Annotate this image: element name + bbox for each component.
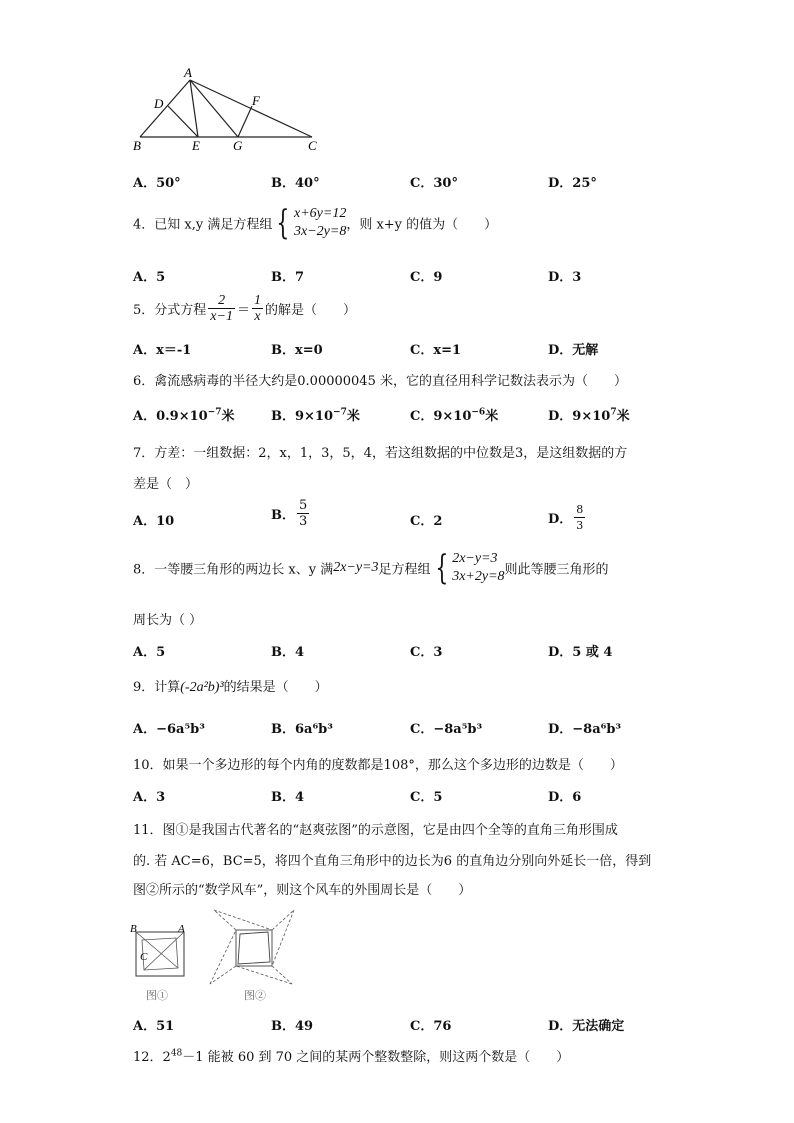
q6-a-base: A．0.9×10 (133, 409, 208, 424)
q8-suffix: 则此等腰三角形的 (504, 562, 609, 578)
q4-system (294, 205, 346, 241)
q6-c-unit: 米 (485, 409, 499, 424)
triangle-figure (130, 62, 330, 154)
q8-eq1: 2x−y=3 (452, 551, 498, 566)
question-10: 10．如果一个多边形的每个内角的度数都是108°，那么这个多边形的边数是（ ） (133, 758, 623, 773)
q4-brace: { (276, 203, 290, 243)
q11-option-d[interactable]: D．无法确定 (548, 1019, 625, 1034)
q6-option-a[interactable] (133, 405, 235, 424)
q7-b-num: 5 (299, 498, 308, 513)
q8-option-b[interactable]: B．4 (271, 645, 305, 660)
q4-option-a[interactable]: A．5 (133, 270, 166, 285)
label-d: D (154, 96, 164, 111)
question-11-line2: 的. 若 AC=6，BC=5，将四个直角三角形中的边长为6 的直角边分别向外延长一倍，得到 (133, 854, 652, 869)
q9-option-d[interactable]: D．−8a⁶b³ (548, 722, 622, 737)
q3-option-a[interactable]: A．50° (133, 176, 181, 191)
q7-d-label: D． (548, 512, 573, 527)
q6-c-exp: −6 (471, 407, 486, 418)
q6-b-base: B．9×10 (271, 409, 334, 424)
q4-option-b[interactable]: B．7 (271, 270, 305, 285)
q7-d-num: 8 (576, 503, 584, 516)
q5-num2: 1 (253, 293, 261, 308)
question-4 (133, 205, 497, 241)
figure-2-caption: 图② (244, 989, 266, 1002)
q10-option-b[interactable]: B．4 (271, 790, 305, 805)
label-b: B (133, 138, 141, 153)
q8-option-a[interactable]: A．5 (133, 645, 166, 660)
q5-den2: x (254, 309, 261, 324)
q7-option-b[interactable] (271, 498, 311, 529)
q11-option-b[interactable]: B．49 (271, 1019, 314, 1034)
fig1-label-c: C (140, 951, 148, 963)
q4-eq2: 3x−2y=8 (294, 224, 347, 239)
q10-option-c[interactable]: C．5 (410, 790, 443, 805)
q10-option-d[interactable]: D．6 (548, 790, 582, 805)
q8-mid2: 足方程组 (378, 562, 431, 578)
q6-option-b[interactable] (271, 405, 360, 424)
q7-option-d[interactable] (548, 502, 587, 533)
figure-1-caption: 图① (146, 989, 168, 1002)
q12-suffix: －1 能被 60 到 70 之间的某两个整数整除，则这两个数是（ ） (182, 1050, 570, 1065)
q7-b-den: 3 (299, 514, 308, 529)
q3-option-c[interactable]: C．30° (410, 176, 458, 191)
q5-num1: 2 (208, 293, 235, 309)
figure-2-windmill (206, 906, 298, 988)
figure-1-diagram (128, 922, 194, 980)
q12-prefix: 12．2 (133, 1050, 171, 1065)
q8-option-c[interactable]: C．3 (410, 645, 443, 660)
fig1-label-b: B (130, 923, 137, 935)
q7-d-den: 3 (576, 519, 584, 532)
q6-d-unit: 米 (616, 409, 630, 424)
q8-option-d[interactable]: D．5 或 4 (548, 645, 613, 660)
q6-option-d[interactable] (548, 405, 630, 424)
q6-a-exp: −7 (207, 407, 222, 418)
q4-eq1: x+6y=12 (294, 206, 347, 221)
q7-option-c[interactable]: C．2 (410, 514, 443, 529)
q5-option-c[interactable]: C．x=1 (410, 343, 462, 358)
label-e: E (192, 138, 200, 153)
question-12 (133, 1046, 569, 1065)
q6-a-unit: 米 (221, 409, 235, 424)
q7-b-label: B． (271, 508, 295, 523)
question-9 (133, 676, 328, 696)
q4-option-c[interactable]: C．9 (410, 270, 443, 285)
q6-b-unit: 米 (346, 409, 360, 424)
q9-option-a[interactable]: A．−6a⁵b³ (133, 722, 205, 737)
q5-den1: x−1 (210, 309, 233, 324)
q12-exp: 48 (170, 1048, 183, 1059)
question-11-line1: 11．图①是我国古代著名的“赵爽弦图”的示意图，它是由四个全等的直角三角形围成 (133, 823, 618, 838)
question-7-line1: 7．方差：一组数据：2，x，1，3，5，4，若这组数据的中位数是3，是这组数据的方 (133, 446, 628, 461)
label-g: G (233, 138, 243, 153)
q10-option-a[interactable]: A．3 (133, 790, 166, 805)
question-8-line2: 周长为（ ） (133, 613, 203, 628)
q9-option-c[interactable]: C．−8a⁵b³ (410, 722, 483, 737)
q4-option-d[interactable]: D．3 (548, 270, 582, 285)
label-f: F (252, 93, 260, 108)
q5-option-a[interactable]: A．x＝-1 (133, 343, 192, 358)
question-11-line3: 图②所示的“数学风车”，则这个风车的外围周长是（ ） (133, 883, 472, 898)
q9-prefix: 9．计算 (133, 680, 181, 695)
q6-d-exp: 7 (610, 407, 617, 418)
question-5 (133, 293, 356, 324)
question-8 (133, 550, 609, 586)
q5-prefix: 5．分式方程 (133, 303, 207, 318)
q5-option-d[interactable]: D．无解 (548, 343, 599, 358)
q11-option-a[interactable]: A．51 (133, 1019, 175, 1034)
q3-option-d[interactable]: D．25° (548, 176, 597, 191)
label-a: A (184, 65, 192, 80)
question-6: 6．禽流感病毒的半径大约是0.00000045 米，它的直径用科学记数法表示为（ ） (133, 374, 627, 389)
q8-mid: 2x−y=3 (333, 560, 379, 575)
q9-option-b[interactable]: B．6a⁶b³ (271, 722, 333, 737)
q3-option-b[interactable]: B．40° (271, 176, 320, 191)
q6-d-base: D．9×10 (548, 409, 611, 424)
q5-suffix: 的解是（ ） (264, 303, 356, 318)
q5-eq: ＝ (236, 303, 250, 318)
fig1-label-a: A (178, 923, 185, 935)
q9-expr: (-2a²b)³ (180, 680, 224, 695)
label-c: C (308, 138, 317, 153)
q9-suffix: 的结果是（ ） (223, 680, 328, 695)
q4-prefix: 4．已知 x,y 满足方程组 (133, 217, 273, 233)
q8-brace: { (434, 548, 448, 588)
q8-system (452, 550, 504, 586)
question-7-line2: 差是（ ） (133, 477, 199, 492)
q6-option-c[interactable] (410, 405, 498, 424)
q11-option-c[interactable]: C．76 (410, 1019, 452, 1034)
q6-b-exp: −7 (333, 407, 347, 418)
q7-option-a[interactable]: A．10 (133, 514, 175, 529)
q6-c-base: C．9×10 (410, 409, 472, 424)
q4-suffix: ，则 x+y 的值为（ ） (346, 217, 498, 233)
q8-prefix: 8．一等腰三角形的两边长 x、y 满 (133, 562, 334, 578)
q8-eq2: 3x+2y=8 (452, 569, 505, 584)
q5-option-b[interactable]: B．x=0 (271, 343, 323, 358)
